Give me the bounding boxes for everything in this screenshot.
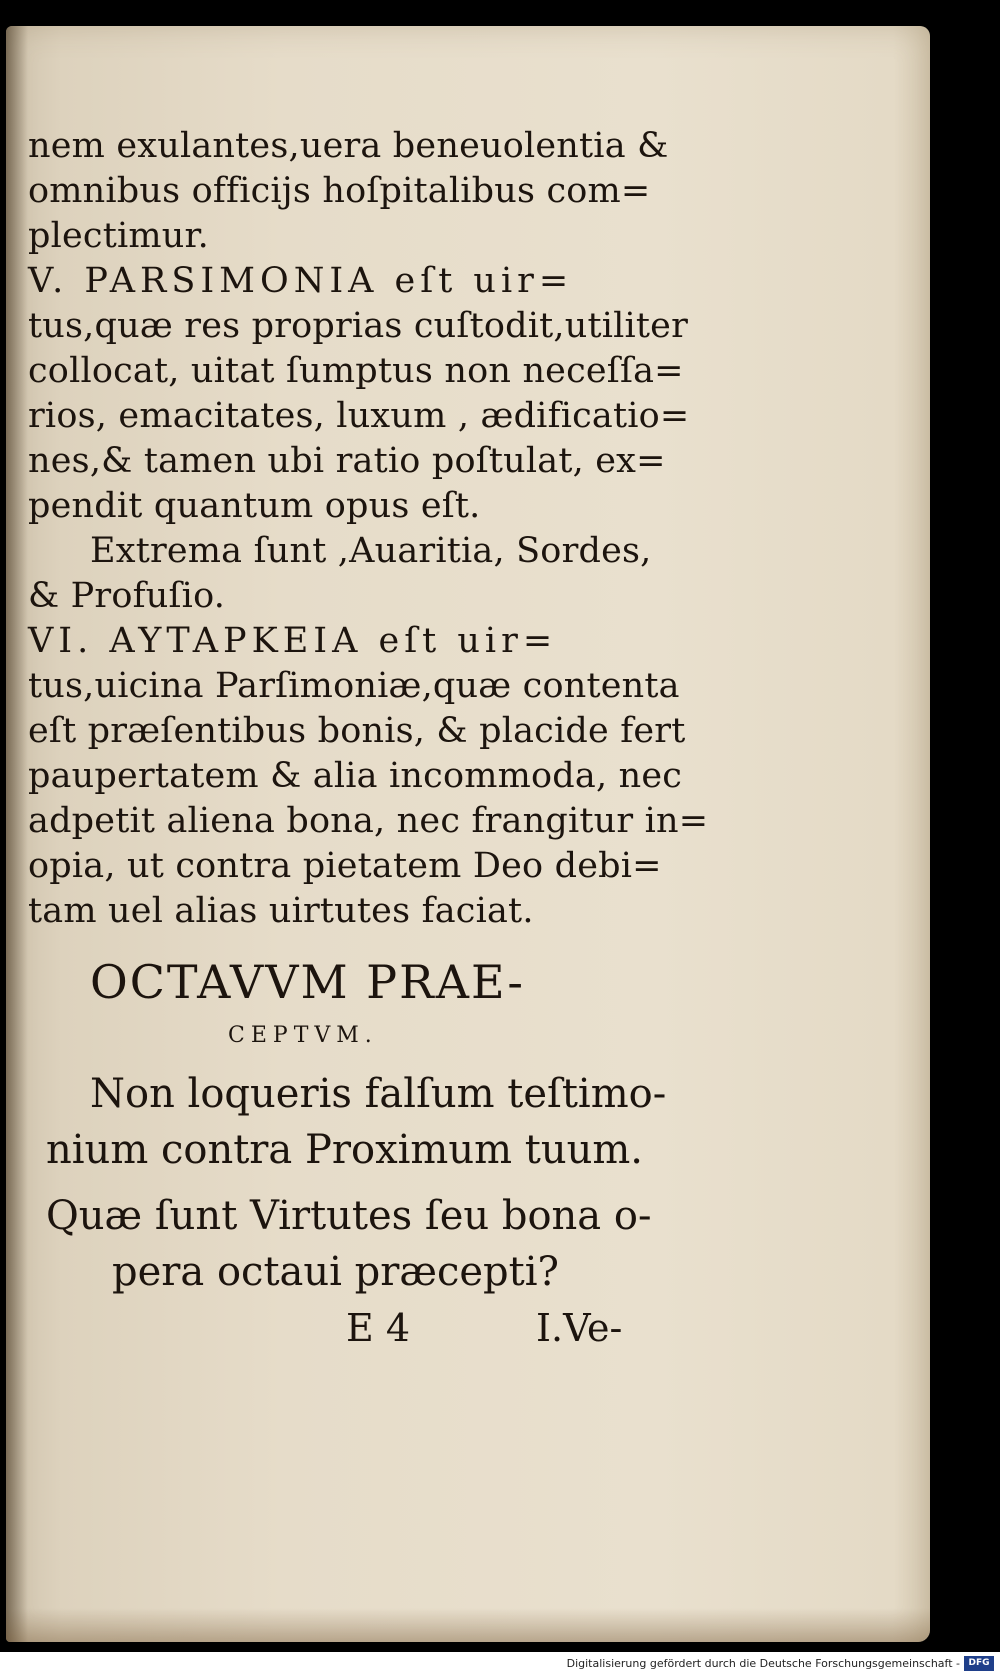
text-line-11: & Profuſio. bbox=[28, 576, 226, 616]
text-line-6: collocat, uitat ſumptus non neceſſa= bbox=[28, 351, 684, 391]
section-subheading: CEPTVM. bbox=[228, 1023, 378, 1048]
text-line-9: pendit quantum opus eſt. bbox=[28, 486, 481, 526]
catchword: I.Ve- bbox=[536, 1306, 623, 1350]
page-gutter-shadow bbox=[6, 26, 28, 1642]
text-line-13: tus,uicina Parſimoniæ,quæ contenta bbox=[28, 666, 680, 706]
signature-mark: E 4 bbox=[346, 1306, 410, 1350]
section-heading: OCTAVVM PRAE- bbox=[90, 955, 525, 1009]
text-line-17: opia, ut contra pietatem Deo debi= bbox=[28, 846, 662, 886]
text-line-5: tus,quæ res proprias cuſtodit,utiliter bbox=[28, 306, 689, 346]
book-page bbox=[6, 26, 930, 1642]
dfg-logo-icon: DFG bbox=[964, 1656, 994, 1671]
text-line-18: tam uel alias uirtutes faciat. bbox=[28, 891, 534, 931]
text-line-10: Extrema ſunt ,Auaritia, Sordes, bbox=[90, 531, 652, 571]
text-line-16: adpetit aliena bona, nec frangitur in= bbox=[28, 801, 709, 841]
commandment-line-2: nium contra Proximum tuum. bbox=[46, 1127, 644, 1173]
text-line-2: omnibus officijs hoſpitalibus com= bbox=[28, 171, 651, 211]
text-line-7: rios, emacitates, luxum , ædificatio= bbox=[28, 396, 690, 436]
text-line-3: plectimur. bbox=[28, 216, 209, 256]
footer-bar bbox=[0, 1652, 1000, 1676]
question-line-2: pera octaui præcepti? bbox=[112, 1249, 559, 1295]
text-line-4: V. PARSIMONIA eſt uir= bbox=[28, 261, 574, 301]
page-bottom-edge bbox=[6, 1608, 930, 1642]
text-line-15: paupertatem & alia incommoda, nec bbox=[28, 756, 683, 796]
footer-credit: Digitalisierung gefördert durch die Deutsche Forschungsgemeinschaft - bbox=[566, 1657, 960, 1670]
text-line-8: nes,& tamen ubi ratio poſtulat, ex= bbox=[28, 441, 666, 481]
text-line-1: nem exulantes,uera beneuolentia & bbox=[28, 126, 669, 166]
question-line-1: Quæ ſunt Virtutes ſeu bona o- bbox=[46, 1193, 652, 1239]
text-line-12: VI. AYTAPKEIA eſt uir= bbox=[28, 621, 558, 661]
text-line-14: eſt præſentibus bonis, & placide fert bbox=[28, 711, 686, 751]
commandment-line-1: Non loqueris falſum teſtimo- bbox=[90, 1071, 667, 1117]
